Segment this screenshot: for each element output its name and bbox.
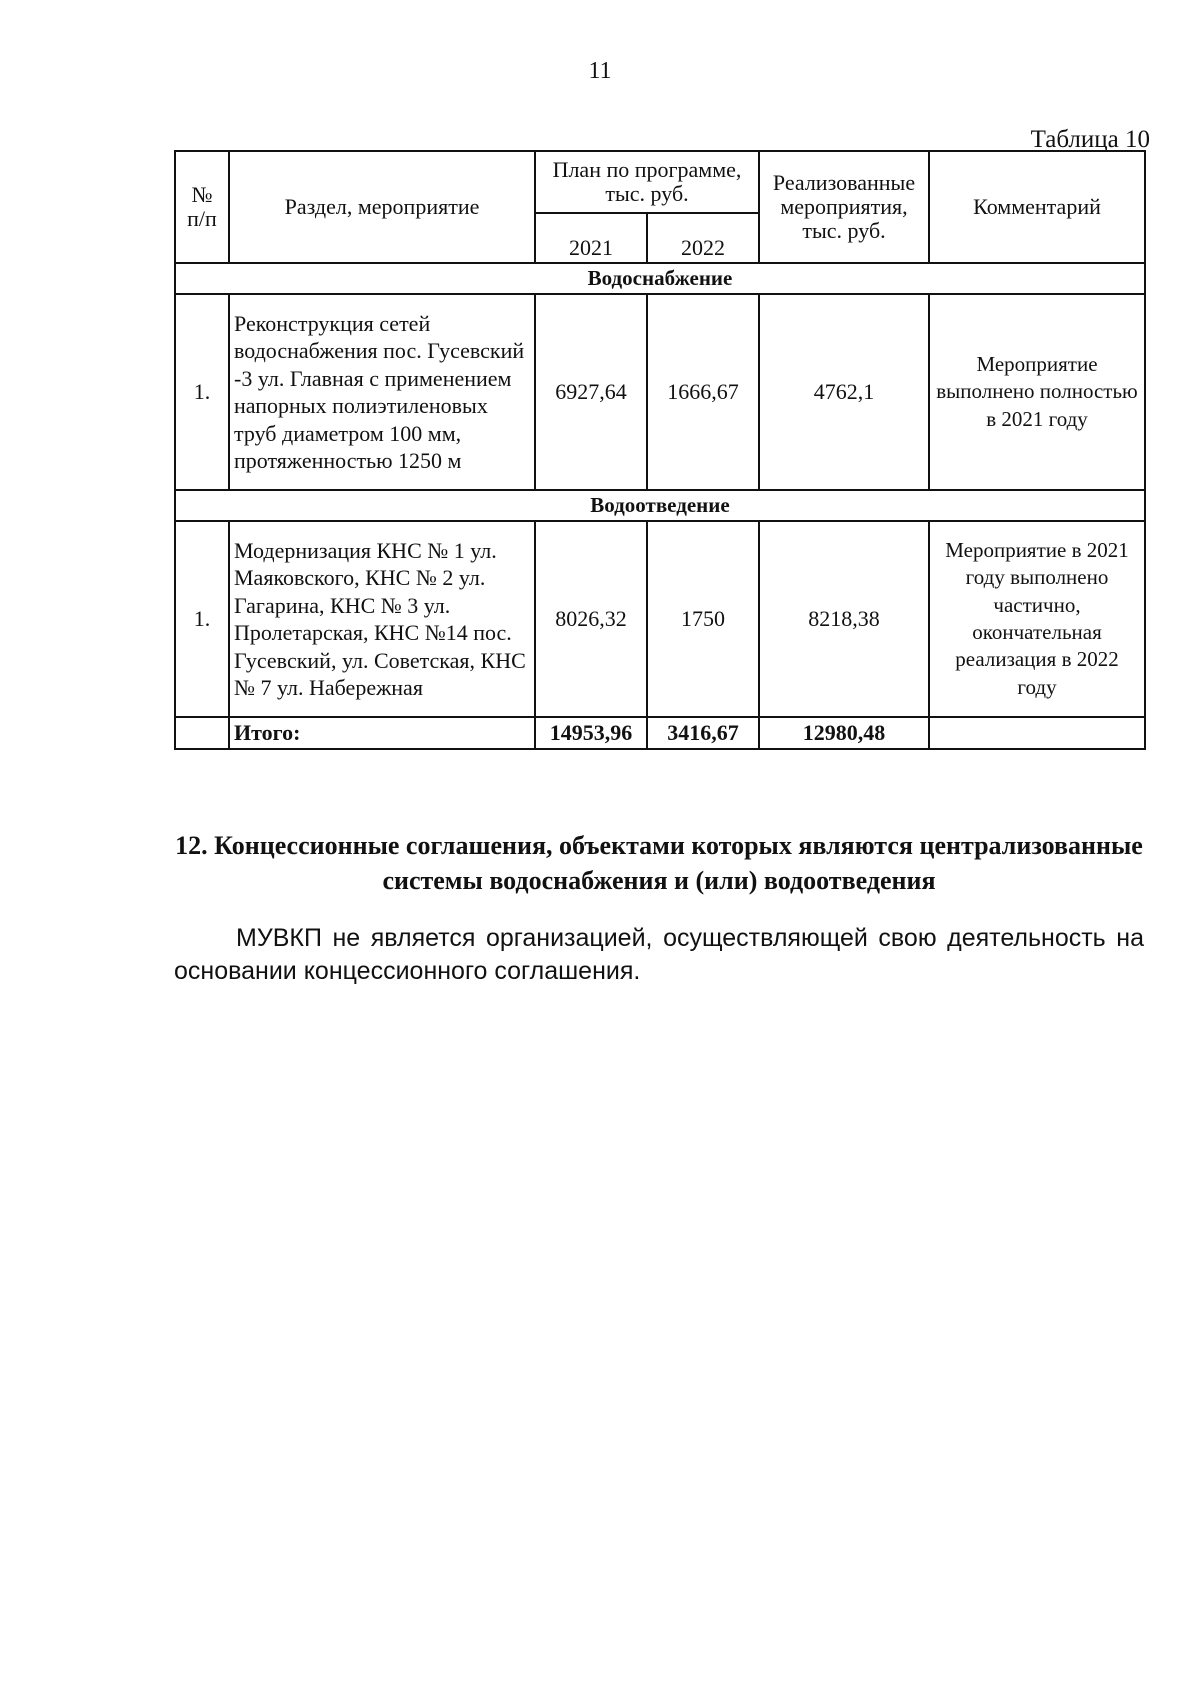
total-plan-2022: 3416,67: [647, 717, 759, 749]
section-title-row: [175, 263, 1145, 294]
section-title-water-supply: Водоснабжение: [175, 263, 1145, 294]
header-realized: Реализованные мероприятия, тыс. руб.: [759, 151, 929, 263]
row-plan-2022: 1666,67: [647, 294, 759, 490]
header-plan: План по программе, тыс. руб.: [535, 151, 759, 213]
section-12-paragraph: [174, 922, 1144, 987]
total-plan-2021: 14953,96: [535, 717, 647, 749]
total-row: [175, 717, 1145, 749]
row-realized: 4762,1: [759, 294, 929, 490]
row-comment: Мероприятие выполнено полностью в 2021 году: [929, 294, 1145, 490]
total-label: Итого:: [229, 717, 535, 749]
header-year-2021: 2021: [535, 213, 647, 263]
total-realized: 12980,48: [759, 717, 929, 749]
measures-table: [174, 150, 1146, 750]
row-plan-2021: 8026,32: [535, 521, 647, 717]
row-description: Модернизация КНС № 1 ул. Маяковского, КНС № 2 ул. Гагарина, КНС № 3 ул. Пролетарская, КНС №14 пос. Гусевский, ул. Советская, КНС № 7 ул. Набережная: [229, 521, 535, 717]
section-12-heading: 12. Концессионные соглашения, объектами которых являются централизованные системы водоснабжения и (или) водоотведения: [175, 831, 1143, 896]
table-caption: Таблица 10: [1030, 126, 1150, 153]
table-row: [175, 294, 1145, 490]
header-section: Раздел, мероприятие: [229, 151, 535, 263]
header-comment: Комментарий: [929, 151, 1145, 263]
header-year-2022: 2022: [647, 213, 759, 263]
row-realized: 8218,38: [759, 521, 929, 717]
row-num: 1.: [175, 294, 229, 490]
section-12-paragraph-text: МУВКП не является организацией, осуществляющей свою деятельность на основании концессионного соглашения.: [174, 924, 1144, 985]
section-title-wastewater: Водоотведение: [175, 490, 1145, 521]
section-title-row: [175, 490, 1145, 521]
header-num: № п/п: [175, 151, 229, 263]
header-row-1: [175, 151, 1145, 213]
row-num: 1.: [175, 521, 229, 717]
row-description: Реконструкция сетей водоснабжения пос. Гусевский -3 ул. Главная с применением напорных полиэтиленовых труб диаметром 100 мм, протяженностью 1250 м: [229, 294, 535, 490]
row-plan-2022: 1750: [647, 521, 759, 717]
row-plan-2021: 6927,64: [535, 294, 647, 490]
table-row: [175, 521, 1145, 717]
total-num-empty: [175, 717, 229, 749]
total-comment: [929, 717, 1145, 749]
row-comment: Мероприятие в 2021 году выполнено частично, окончательная реализация в 2022 году: [929, 521, 1145, 717]
page-number: 11: [588, 58, 612, 84]
